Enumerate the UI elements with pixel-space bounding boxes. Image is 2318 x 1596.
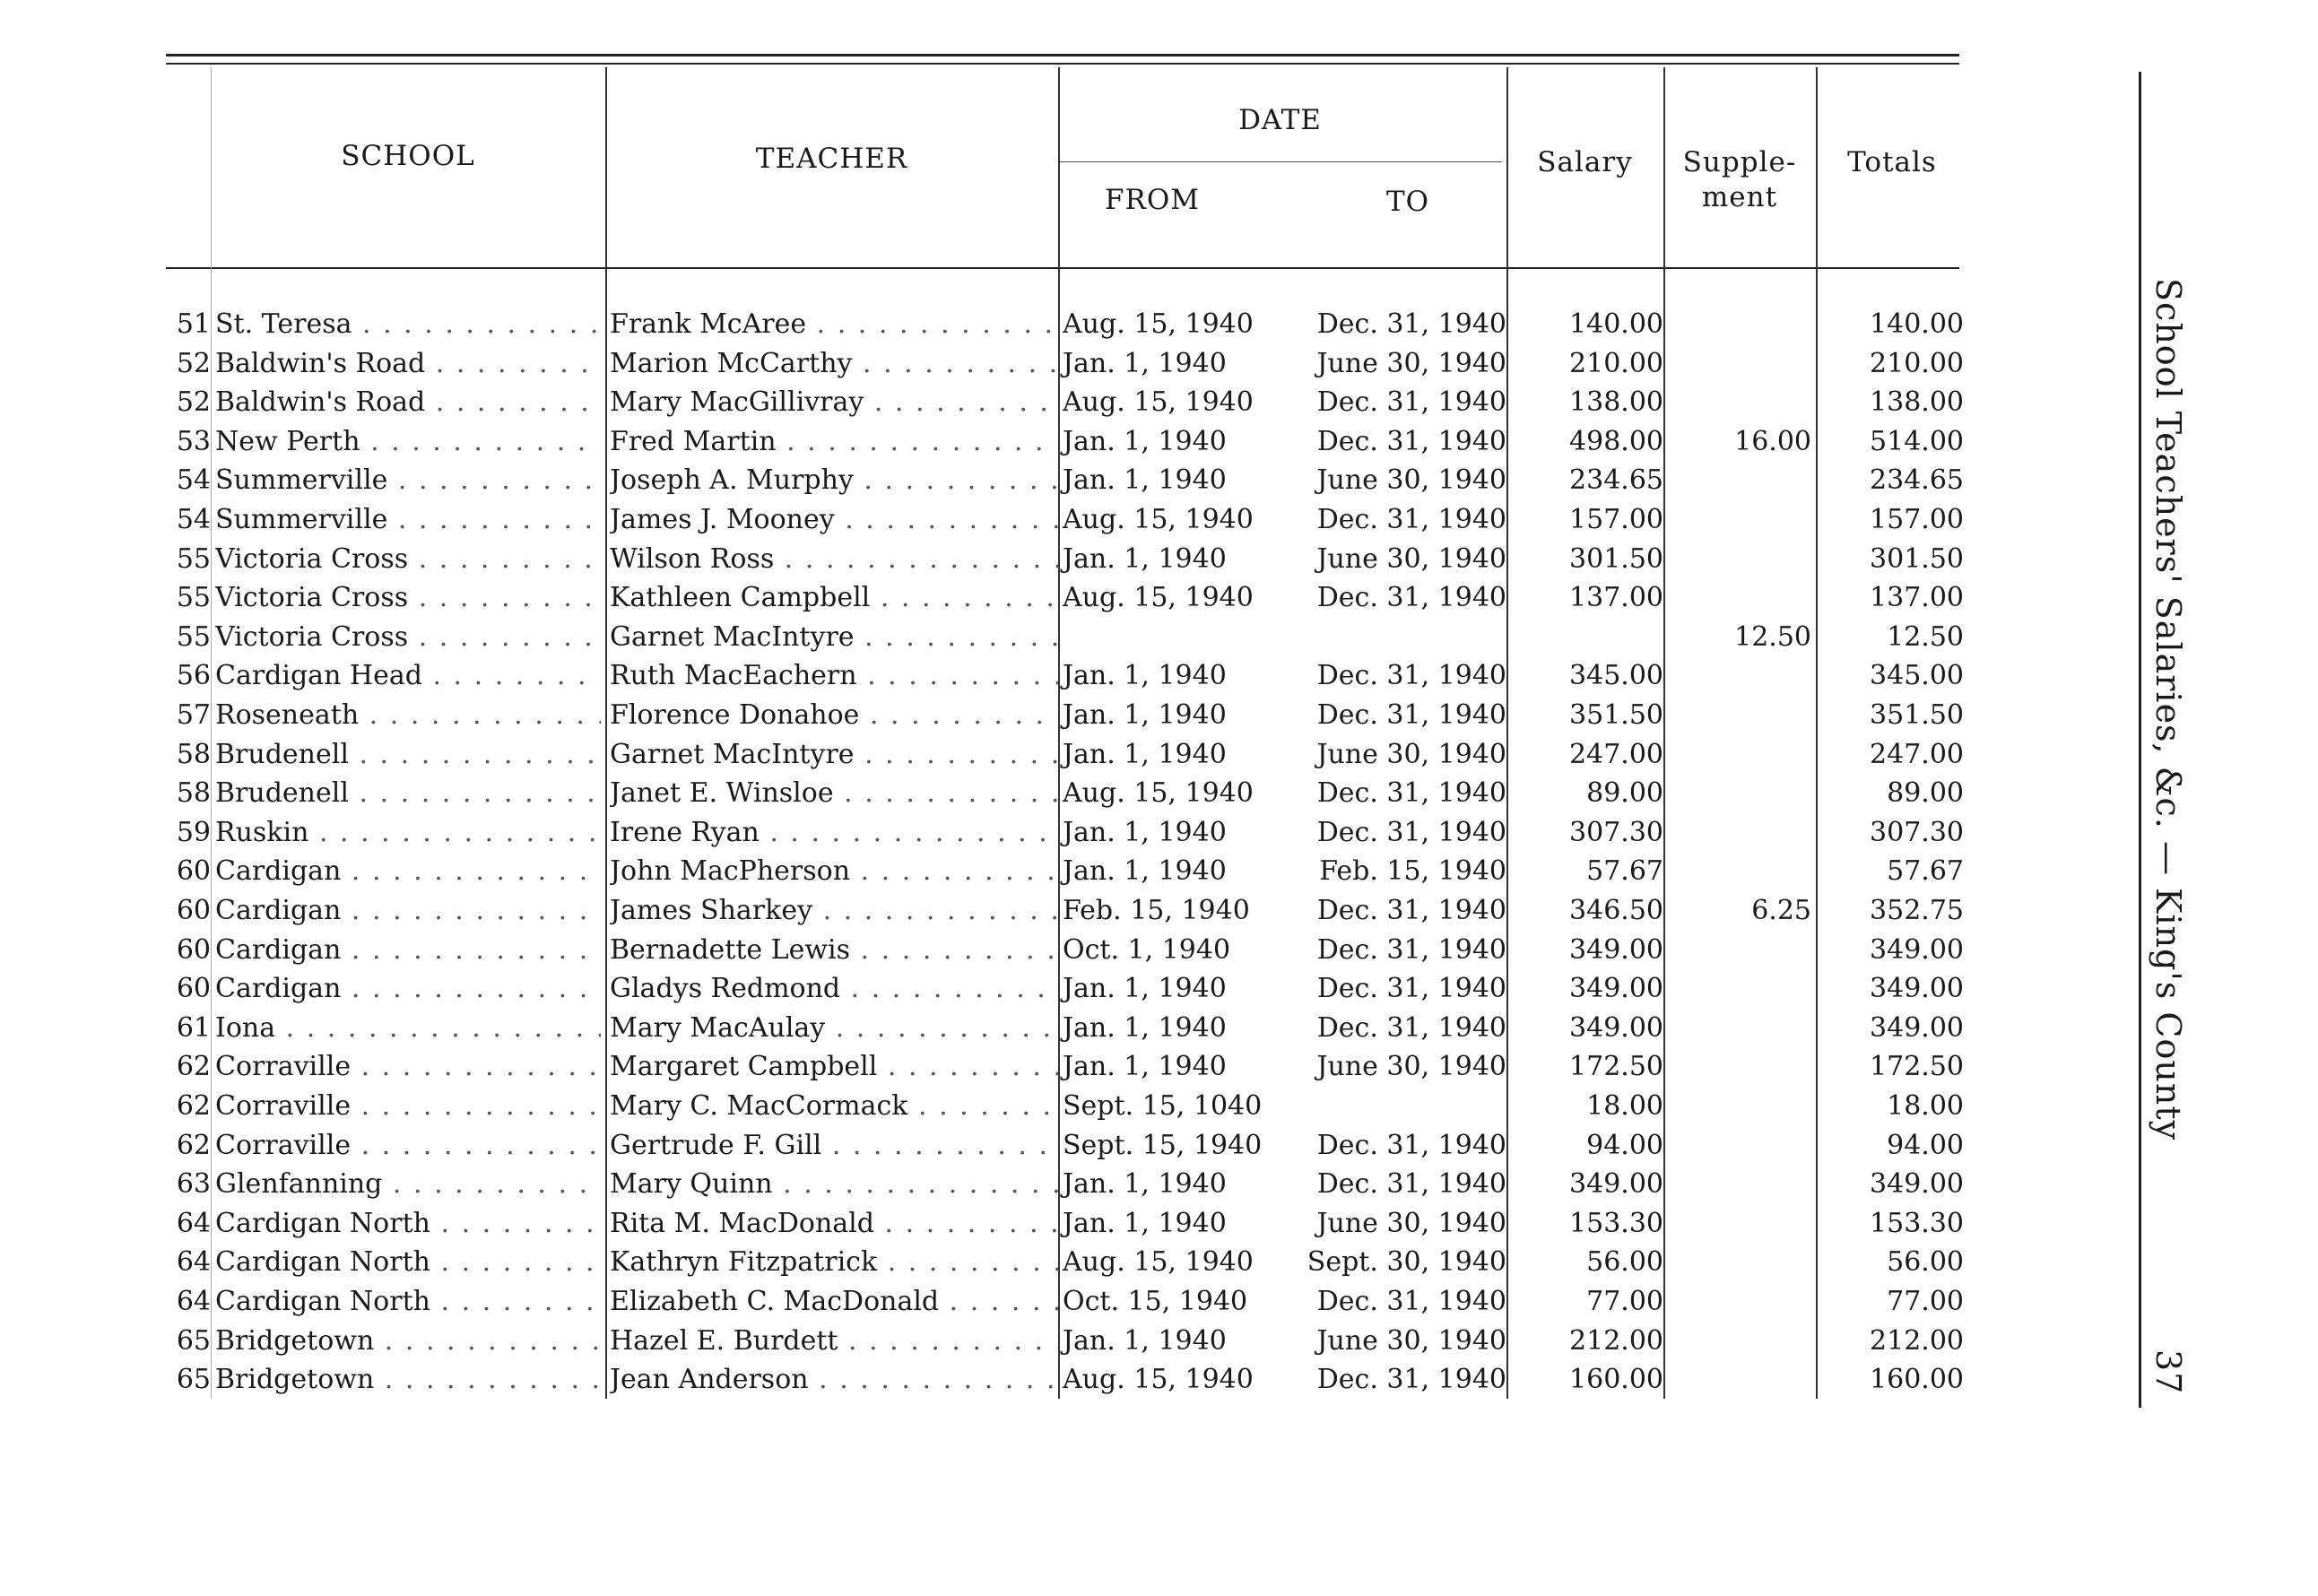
date-to: Dec. 31, 1940: [1316, 699, 1506, 731]
teacher-name: Ruth MacEachern . . .: [610, 656, 1058, 695]
date-to: Dec. 31, 1940: [1316, 386, 1506, 419]
teacher-name: Mary Quinn . . .: [610, 1165, 1058, 1203]
date-from: Aug. 15, 1940: [1063, 582, 1254, 614]
table-row: [0, 774, 2318, 812]
school-name: Brudenell . . .: [215, 774, 601, 812]
date-to: Dec. 31, 1940: [1316, 1011, 1506, 1044]
table-row: [0, 618, 2318, 656]
header-salary: Salary: [1537, 146, 1633, 178]
salary-value: 160.00: [1569, 1364, 1663, 1396]
school-name: Glenfanning . . .: [215, 1165, 601, 1203]
date-to: Dec. 31, 1940: [1316, 1129, 1506, 1161]
school-name: Cardigan . . .: [215, 969, 601, 1008]
teacher-name: Kathleen Campbell . . .: [610, 578, 1058, 617]
total-value: 345.00: [1870, 660, 1964, 692]
table-row: [0, 852, 2318, 890]
teacher-name: Irene Ryan . . .: [610, 813, 1058, 852]
school-name: Cardigan North . . .: [215, 1204, 601, 1243]
table-row: [0, 305, 2318, 343]
date-from: Jan. 1, 1940: [1063, 973, 1227, 1005]
supplement-value: 12.50: [1734, 620, 1811, 653]
date-from: Oct. 1, 1940: [1063, 933, 1231, 966]
salary-value: 157.00: [1569, 504, 1663, 535]
date-from: Sept. 15, 1040: [1063, 1090, 1263, 1122]
row-number: 65: [176, 1324, 211, 1357]
salary-value: 18.00: [1586, 1090, 1663, 1122]
salary-value: 349.00: [1569, 1011, 1663, 1044]
school-name: Cardigan North . . .: [215, 1282, 601, 1321]
table-row: [0, 1047, 2318, 1086]
running-title-text: School Teachers' Salaries, &c. — King's County: [2149, 278, 2188, 1141]
total-value: 77.00: [1887, 1286, 1964, 1317]
total-value: 18.00: [1887, 1090, 1964, 1122]
teacher-name: Fred Martin . . .: [610, 422, 1058, 461]
date-to: Sept. 30, 1940: [1307, 1246, 1506, 1279]
table-row: [0, 891, 2318, 930]
salary-value: 346.50: [1569, 895, 1663, 926]
salary-value: 56.00: [1586, 1246, 1663, 1279]
salary-value: 349.00: [1569, 973, 1663, 1005]
teacher-name: Garnet MacIntyre . . .: [610, 735, 1058, 774]
table-row: [0, 540, 2318, 578]
total-value: 234.65: [1870, 464, 1964, 497]
teacher-name: James Sharkey . . .: [610, 891, 1058, 930]
date-from: Jan. 1, 1940: [1063, 347, 1227, 379]
salary-value: 172.50: [1569, 1051, 1663, 1083]
table-row: [0, 1165, 2318, 1203]
table-row: [0, 422, 2318, 461]
table-row: [0, 344, 2318, 383]
row-number: 60: [176, 973, 211, 1005]
date-to: June 30, 1940: [1316, 1051, 1506, 1083]
date-to: Dec. 31, 1940: [1316, 1168, 1506, 1201]
total-value: 172.50: [1870, 1051, 1964, 1083]
date-to: Dec. 31, 1940: [1316, 973, 1506, 1005]
date-to: Dec. 31, 1940: [1316, 660, 1506, 692]
school-name: New Perth . . .: [215, 422, 601, 461]
teacher-name: Margaret Campbell . . .: [610, 1047, 1058, 1086]
teacher-name: Bernadette Lewis . . .: [610, 931, 1058, 969]
school-name: Cardigan . . .: [215, 931, 601, 969]
teacher-name: Jean Anderson . . .: [610, 1360, 1058, 1399]
row-number: 64: [176, 1286, 211, 1317]
salary-value: 77.00: [1586, 1286, 1663, 1317]
row-number: 63: [176, 1168, 211, 1201]
total-value: 349.00: [1870, 1168, 1964, 1201]
table-row: [0, 813, 2318, 852]
date-to: June 30, 1940: [1316, 347, 1506, 379]
date-from: Sept. 15, 1940: [1063, 1129, 1263, 1161]
date-to: Dec. 31, 1940: [1316, 1286, 1506, 1317]
running-title: [2134, 278, 2188, 1175]
date-from: Jan. 1, 1940: [1063, 816, 1227, 848]
teacher-name: Gertrude F. Gill . . .: [610, 1126, 1058, 1165]
supplement-value: 16.00: [1734, 425, 1811, 457]
date-from: Jan. 1, 1940: [1063, 855, 1227, 888]
table-row: [0, 1009, 2318, 1047]
row-number: 64: [176, 1246, 211, 1279]
total-value: 12.50: [1887, 620, 1964, 653]
row-number: 64: [176, 1207, 211, 1239]
teacher-name: Hazel E. Burdett . . .: [610, 1322, 1058, 1360]
salary-value: 138.00: [1569, 386, 1663, 419]
salary-value: 301.50: [1569, 542, 1663, 575]
date-from: Feb. 15, 1940: [1063, 895, 1250, 926]
table-row: [0, 1126, 2318, 1165]
salary-value: 349.00: [1569, 933, 1663, 966]
table-row: [0, 1282, 2318, 1321]
table-row: [0, 931, 2318, 969]
total-value: 210.00: [1870, 347, 1964, 379]
school-name: Cardigan . . .: [215, 852, 601, 890]
table-row: [0, 578, 2318, 617]
date-to: Dec. 31, 1940: [1316, 425, 1506, 457]
date-to: Dec. 31, 1940: [1316, 582, 1506, 614]
teacher-name: Florence Donahoe . . .: [610, 696, 1058, 734]
salary-value: 349.00: [1569, 1168, 1663, 1201]
table-row: [0, 1087, 2318, 1125]
total-value: 352.75: [1870, 895, 1964, 926]
total-value: 160.00: [1870, 1364, 1964, 1396]
school-name: St. Teresa . . .: [215, 305, 601, 343]
total-value: 514.00: [1870, 425, 1964, 457]
salary-value: 89.00: [1586, 777, 1663, 810]
row-number: 58: [176, 738, 211, 770]
teacher-name: James J. Mooney . . .: [610, 500, 1058, 539]
school-name: Baldwin's Road . . .: [215, 383, 601, 421]
date-from: Jan. 1, 1940: [1063, 1324, 1227, 1357]
salary-value: 94.00: [1586, 1129, 1663, 1161]
date-from: Jan. 1, 1940: [1063, 660, 1227, 692]
date-from: Jan. 1, 1940: [1063, 1011, 1227, 1044]
salary-value: 345.00: [1569, 660, 1663, 692]
table-row: [0, 969, 2318, 1008]
total-value: 349.00: [1870, 973, 1964, 1005]
row-number: 54: [176, 464, 211, 497]
school-name: Roseneath . . .: [215, 696, 601, 734]
teacher-name: Wilson Ross . . .: [610, 540, 1058, 578]
row-number: 59: [176, 816, 211, 848]
table-row: [0, 656, 2318, 695]
header-teacher: TEACHER: [755, 143, 908, 175]
school-name: Iona . . .: [215, 1009, 601, 1047]
school-name: Corraville . . .: [215, 1047, 601, 1086]
total-value: 89.00: [1887, 777, 1964, 810]
salary-value: 212.00: [1569, 1324, 1663, 1357]
row-number: 58: [176, 777, 211, 810]
table-row: [0, 696, 2318, 734]
table-row: [0, 735, 2318, 774]
date-to: Dec. 31, 1940: [1316, 933, 1506, 966]
header-bottom-rule: [166, 267, 1959, 269]
row-number: 55: [176, 542, 211, 575]
teacher-name: John MacPherson . . .: [610, 852, 1058, 890]
date-from: Jan. 1, 1940: [1063, 1168, 1227, 1201]
school-name: Victoria Cross . . .: [215, 578, 601, 617]
school-name: Corraville . . .: [215, 1126, 601, 1165]
date-from: Jan. 1, 1940: [1063, 542, 1227, 575]
table-row: [0, 1204, 2318, 1243]
row-number: 55: [176, 620, 211, 653]
row-number: 62: [176, 1090, 211, 1122]
total-value: 94.00: [1887, 1129, 1964, 1161]
page-number: [2134, 1349, 2188, 1421]
row-number: 55: [176, 582, 211, 614]
teacher-name: Mary MacGillivray . . .: [610, 383, 1058, 421]
table-row: [0, 1322, 2318, 1360]
teacher-name: Frank McAree . . .: [610, 305, 1058, 343]
school-name: Victoria Cross . . .: [215, 618, 601, 656]
row-number: 53: [176, 425, 211, 457]
date-from: Jan. 1, 1940: [1063, 1051, 1227, 1083]
date-from: Jan. 1, 1940: [1063, 1207, 1227, 1239]
date-to: Dec. 31, 1940: [1316, 895, 1506, 926]
row-number: 54: [176, 504, 211, 535]
salary-value: 307.30: [1569, 816, 1663, 848]
date-from: Aug. 15, 1940: [1063, 1364, 1254, 1396]
date-to: Dec. 31, 1940: [1316, 777, 1506, 810]
supplement-value: 6.25: [1751, 895, 1811, 926]
row-number: 57: [176, 699, 211, 731]
school-name: Summerville . . .: [215, 461, 601, 499]
teacher-name: Garnet MacIntyre . . .: [610, 618, 1058, 656]
table-row: [0, 500, 2318, 539]
header-totals: Totals: [1847, 146, 1937, 178]
school-name: Bridgetown . . .: [215, 1360, 601, 1399]
date-to: June 30, 1940: [1316, 738, 1506, 770]
total-value: 140.00: [1870, 308, 1964, 340]
date-to: June 30, 1940: [1316, 464, 1506, 497]
date-to: Dec. 31, 1940: [1316, 816, 1506, 848]
row-number: 60: [176, 895, 211, 926]
school-name: Brudenell . . .: [215, 735, 601, 774]
date-from: Aug. 15, 1940: [1063, 504, 1254, 535]
header-to: TO: [1385, 186, 1430, 218]
salary-value: 57.67: [1586, 855, 1663, 888]
total-value: 349.00: [1870, 933, 1964, 966]
salary-value: 234.65: [1569, 464, 1663, 497]
total-value: 212.00: [1870, 1324, 1964, 1357]
total-value: 137.00: [1870, 582, 1964, 614]
school-name: Victoria Cross . . .: [215, 540, 601, 578]
date-to: June 30, 1940: [1316, 542, 1506, 575]
header-from: FROM: [1104, 184, 1200, 216]
school-name: Cardigan North . . .: [215, 1243, 601, 1281]
total-value: 301.50: [1870, 542, 1964, 575]
total-value: 307.30: [1870, 816, 1964, 848]
date-from: Aug. 15, 1940: [1063, 308, 1254, 340]
date-to: Dec. 31, 1940: [1316, 308, 1506, 340]
salary-value: 247.00: [1569, 738, 1663, 770]
teacher-name: Janet E. Winsloe . . .: [610, 774, 1058, 812]
school-name: Ruskin . . .: [215, 813, 601, 852]
total-value: 138.00: [1870, 386, 1964, 419]
date-from: Jan. 1, 1940: [1063, 738, 1227, 770]
row-number: 65: [176, 1364, 211, 1396]
date-to: Dec. 31, 1940: [1316, 504, 1506, 535]
date-to: June 30, 1940: [1316, 1324, 1506, 1357]
header-supplement: Supple- ment: [1682, 146, 1797, 213]
row-number: 52: [176, 347, 211, 379]
school-name: Corraville . . .: [215, 1087, 601, 1125]
salary-value: 210.00: [1569, 347, 1663, 379]
date-from: Oct. 15, 1940: [1063, 1286, 1248, 1317]
top-rule-second: [166, 63, 1959, 65]
teacher-name: Mary C. MacCormack . . .: [610, 1087, 1058, 1125]
date-from: Jan. 1, 1940: [1063, 464, 1227, 497]
row-number: 62: [176, 1051, 211, 1083]
total-value: 56.00: [1887, 1246, 1964, 1279]
row-number: 62: [176, 1129, 211, 1161]
teacher-name: Marion McCarthy . . .: [610, 344, 1058, 383]
row-number: 52: [176, 386, 211, 419]
teacher-name: Gladys Redmond . . .: [610, 969, 1058, 1008]
teacher-name: Elizabeth C. MacDonald . . .: [610, 1282, 1058, 1321]
salary-value: 351.50: [1569, 699, 1663, 731]
date-to: Dec. 31, 1940: [1316, 1364, 1506, 1396]
page-number-text: 37: [2149, 1349, 2188, 1395]
school-name: Cardigan . . .: [215, 891, 601, 930]
salary-value: 498.00: [1569, 425, 1663, 457]
school-name: Summerville . . .: [215, 500, 601, 539]
row-number: 56: [176, 660, 211, 692]
date-to: June 30, 1940: [1316, 1207, 1506, 1239]
total-value: 247.00: [1870, 738, 1964, 770]
total-value: 57.67: [1887, 855, 1964, 888]
top-rule: [166, 54, 1959, 56]
table-row: [0, 461, 2318, 499]
total-value: 351.50: [1870, 699, 1964, 731]
teacher-name: Mary MacAulay . . .: [610, 1009, 1058, 1047]
date-from: Jan. 1, 1940: [1063, 699, 1227, 731]
school-name: Bridgetown . . .: [215, 1322, 601, 1360]
date-from: Aug. 15, 1940: [1063, 386, 1254, 419]
table-row: [0, 1243, 2318, 1281]
row-number: 60: [176, 855, 211, 888]
date-from: Aug. 15, 1940: [1063, 1246, 1254, 1279]
teacher-name: Rita M. MacDonald . . .: [610, 1204, 1058, 1243]
total-value: 157.00: [1870, 504, 1964, 535]
school-name: Cardigan Head . . .: [215, 656, 601, 695]
school-name: Baldwin's Road . . .: [215, 344, 601, 383]
header-school: SCHOOL: [341, 140, 475, 172]
date-from: Jan. 1, 1940: [1063, 425, 1227, 457]
salary-value: 153.30: [1569, 1207, 1663, 1239]
total-value: 153.30: [1870, 1207, 1964, 1239]
row-number: 51: [176, 308, 211, 340]
header-date: DATE: [1238, 104, 1322, 136]
table-row: [0, 1360, 2318, 1399]
total-value: 349.00: [1870, 1011, 1964, 1044]
date-divider-rule: [1058, 161, 1502, 162]
row-number: 60: [176, 933, 211, 966]
teacher-name: Joseph A. Murphy . . .: [610, 461, 1058, 499]
salary-value: 140.00: [1569, 308, 1663, 340]
teacher-name: Kathryn Fitzpatrick . . .: [610, 1243, 1058, 1281]
date-from: Aug. 15, 1940: [1063, 777, 1254, 810]
table-row: [0, 383, 2318, 421]
date-to: Feb. 15, 1940: [1319, 855, 1506, 888]
row-number: 61: [176, 1011, 211, 1044]
salary-value: 137.00: [1569, 582, 1663, 614]
